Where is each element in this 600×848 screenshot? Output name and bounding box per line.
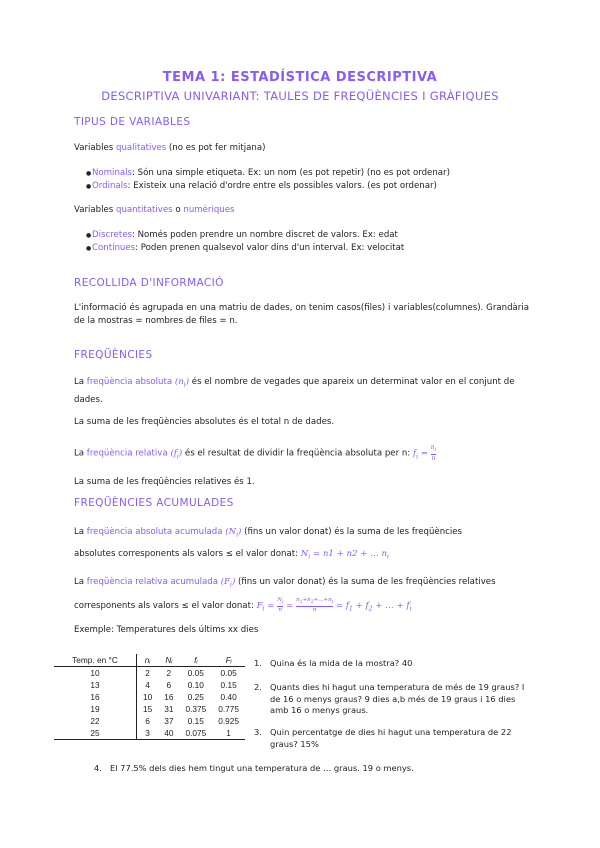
paragraph-quantitatives: Variables quantitatives o numèriques <box>74 205 235 215</box>
table-cell: 10 <box>54 667 137 680</box>
table-cell: 6 <box>166 680 172 690</box>
table-cell: 22 <box>54 715 137 727</box>
table-header: Temp. en °C <box>54 654 137 667</box>
paragraph-suma-absolutes: La suma de les freqüències absolutes és el total n de dades. <box>74 417 335 427</box>
paragraph-freq-absoluta: La freqüència absoluta $(n_i)$ és el nombre de vegades que apareix un determinat valor en el conjunt de dades. <box>74 377 515 405</box>
table-row <box>54 667 245 680</box>
table-cell: 0.375 <box>185 704 207 714</box>
table-header-row <box>54 654 245 667</box>
table-cell: 2 <box>166 668 172 678</box>
paragraph-freq-relativa: La freqüència relativa $(f_i)$ és el resultat de dividir la freqüència absoluta per n: $f_i$ = $\frac{n_i}{n}$ <box>74 444 437 463</box>
question-item: 4. El 77.5% dels dies hem tingut una temperatura de … graus. 19 o menys. <box>94 763 414 773</box>
table-cell: 19 <box>54 703 137 715</box>
table-cell: 25 <box>54 727 137 740</box>
frequency-table <box>54 654 245 740</box>
page-subtitle: DESCRIPTIVA UNIVARIANT: TAULES DE FREQÜÈNCIES I GRÀFIQUES <box>101 89 499 103</box>
table-row <box>54 703 245 715</box>
paragraph-rel-acumulada: La freqüència relativa acumulada $(F_i)$ (fins un valor donat) és la suma de les freqüències relatives corresponents als valors ≤ el valor donat: $F_i$ = $\frac{N_i}{n}$ = $\frac{n_1+n_2+...+n_i}{n}$ = $f_1 + f_2$ + … + $f_i$ <box>74 577 496 613</box>
table-header: nᵢ <box>137 654 159 667</box>
bullet-discretes: ● Discretes: Només poden prendre un nombre discret de valors. Ex: edat <box>92 229 398 242</box>
paragraph-suma-relatives: La suma de les freqüències relatives és 1. <box>74 477 255 487</box>
bullet-continues: ● Contínues: Poden prenen qualsevol valor dins d'un interval. Ex: velocitat <box>92 242 404 255</box>
paragraph-abs-acumulada: La freqüència absoluta acumulada $(N_i)$ (fins un valor donat) és la suma de les freqüències absolutes corresponents als valors ≤ el valor donat: $N_i = n1 + n2$ + … $n_i$ <box>74 527 463 561</box>
table-cell: 0.40 <box>220 692 237 702</box>
table-cell: 0.05 <box>187 668 204 678</box>
heading-acumulades: FREQÜÈNCIES ACUMULADES <box>74 497 234 509</box>
paragraph-exemple: Exemple: Temperatures dels últims xx dies <box>74 625 259 635</box>
table-cell: 40 <box>158 727 179 740</box>
table-cell: 4 <box>145 680 150 690</box>
table-cell: 0.25 <box>187 692 204 702</box>
page-title: TEMA 1: ESTADÍSTICA DESCRIPTIVA <box>162 70 438 85</box>
table-header: fᵢ <box>179 654 212 667</box>
table-cell: 15 <box>143 704 153 714</box>
table-cell: 0.075 <box>179 727 212 740</box>
question-item: 2. Quants dies hi hagut una temperatura de més de 19 graus? I de 16 o menys graus? 9 dies a,b més de 19 graus i 16 dies amb 16 o menys graus. <box>254 682 525 715</box>
paragraph-recollida: L'informació és agrupada en una matriu de dades, on tenim casos(files) i variables(columnes). Grandària de la mostras = nombres de files = n. <box>74 303 529 326</box>
question-item: 1. Quina és la mida de la mostra? 40 <box>254 658 413 668</box>
heading-frequencies: FREQÜÈNCIES <box>74 349 153 361</box>
table-cell: 1 <box>212 727 245 740</box>
question-item: 3. Quin percentatge de dies hi hagut una temperatura de 22 graus? 15% <box>254 727 512 749</box>
table-row <box>54 727 245 740</box>
table-cell: 10 <box>143 692 153 702</box>
table-cell: 0.775 <box>218 704 239 714</box>
table-cell: 0.05 <box>220 668 237 678</box>
table-header: Nᵢ <box>158 654 179 667</box>
table-cell: 16 <box>164 692 174 702</box>
table-cell: 31 <box>164 704 174 714</box>
table-row <box>54 691 245 703</box>
table-cell: 3 <box>137 727 159 740</box>
table-cell: 0.15 <box>220 680 237 690</box>
table-header: Fᵢ <box>212 654 245 667</box>
table-cell: 0.15 <box>187 716 204 726</box>
heading-recollida: RECOLLIDA D'INFORMACIÓ <box>74 277 224 289</box>
table-cell: 6 <box>145 716 150 726</box>
table-row <box>54 715 245 727</box>
table-cell: 0.925 <box>218 716 239 726</box>
table-cell: 2 <box>145 668 150 678</box>
heading-tipus-variables: TIPUS DE VARIABLES <box>74 116 191 128</box>
table-cell: 0.10 <box>187 680 204 690</box>
paragraph-qualitatives: Variables qualitatives (no es pot fer mitjana) <box>74 143 266 153</box>
table-cell: 37 <box>164 716 174 726</box>
table-cell: 16 <box>54 691 137 703</box>
table-row <box>54 679 245 691</box>
bullet-ordinals: ● Ordinals: Existeix una relació d'ordre entre els possibles valors. (es pot ordenar) <box>92 180 437 193</box>
bullet-nominals: ● Nominals: Són una simple etiqueta. Ex: un nom (es pot repetir) (no es pot ordenar) <box>92 167 450 180</box>
table-cell: 13 <box>54 679 137 691</box>
